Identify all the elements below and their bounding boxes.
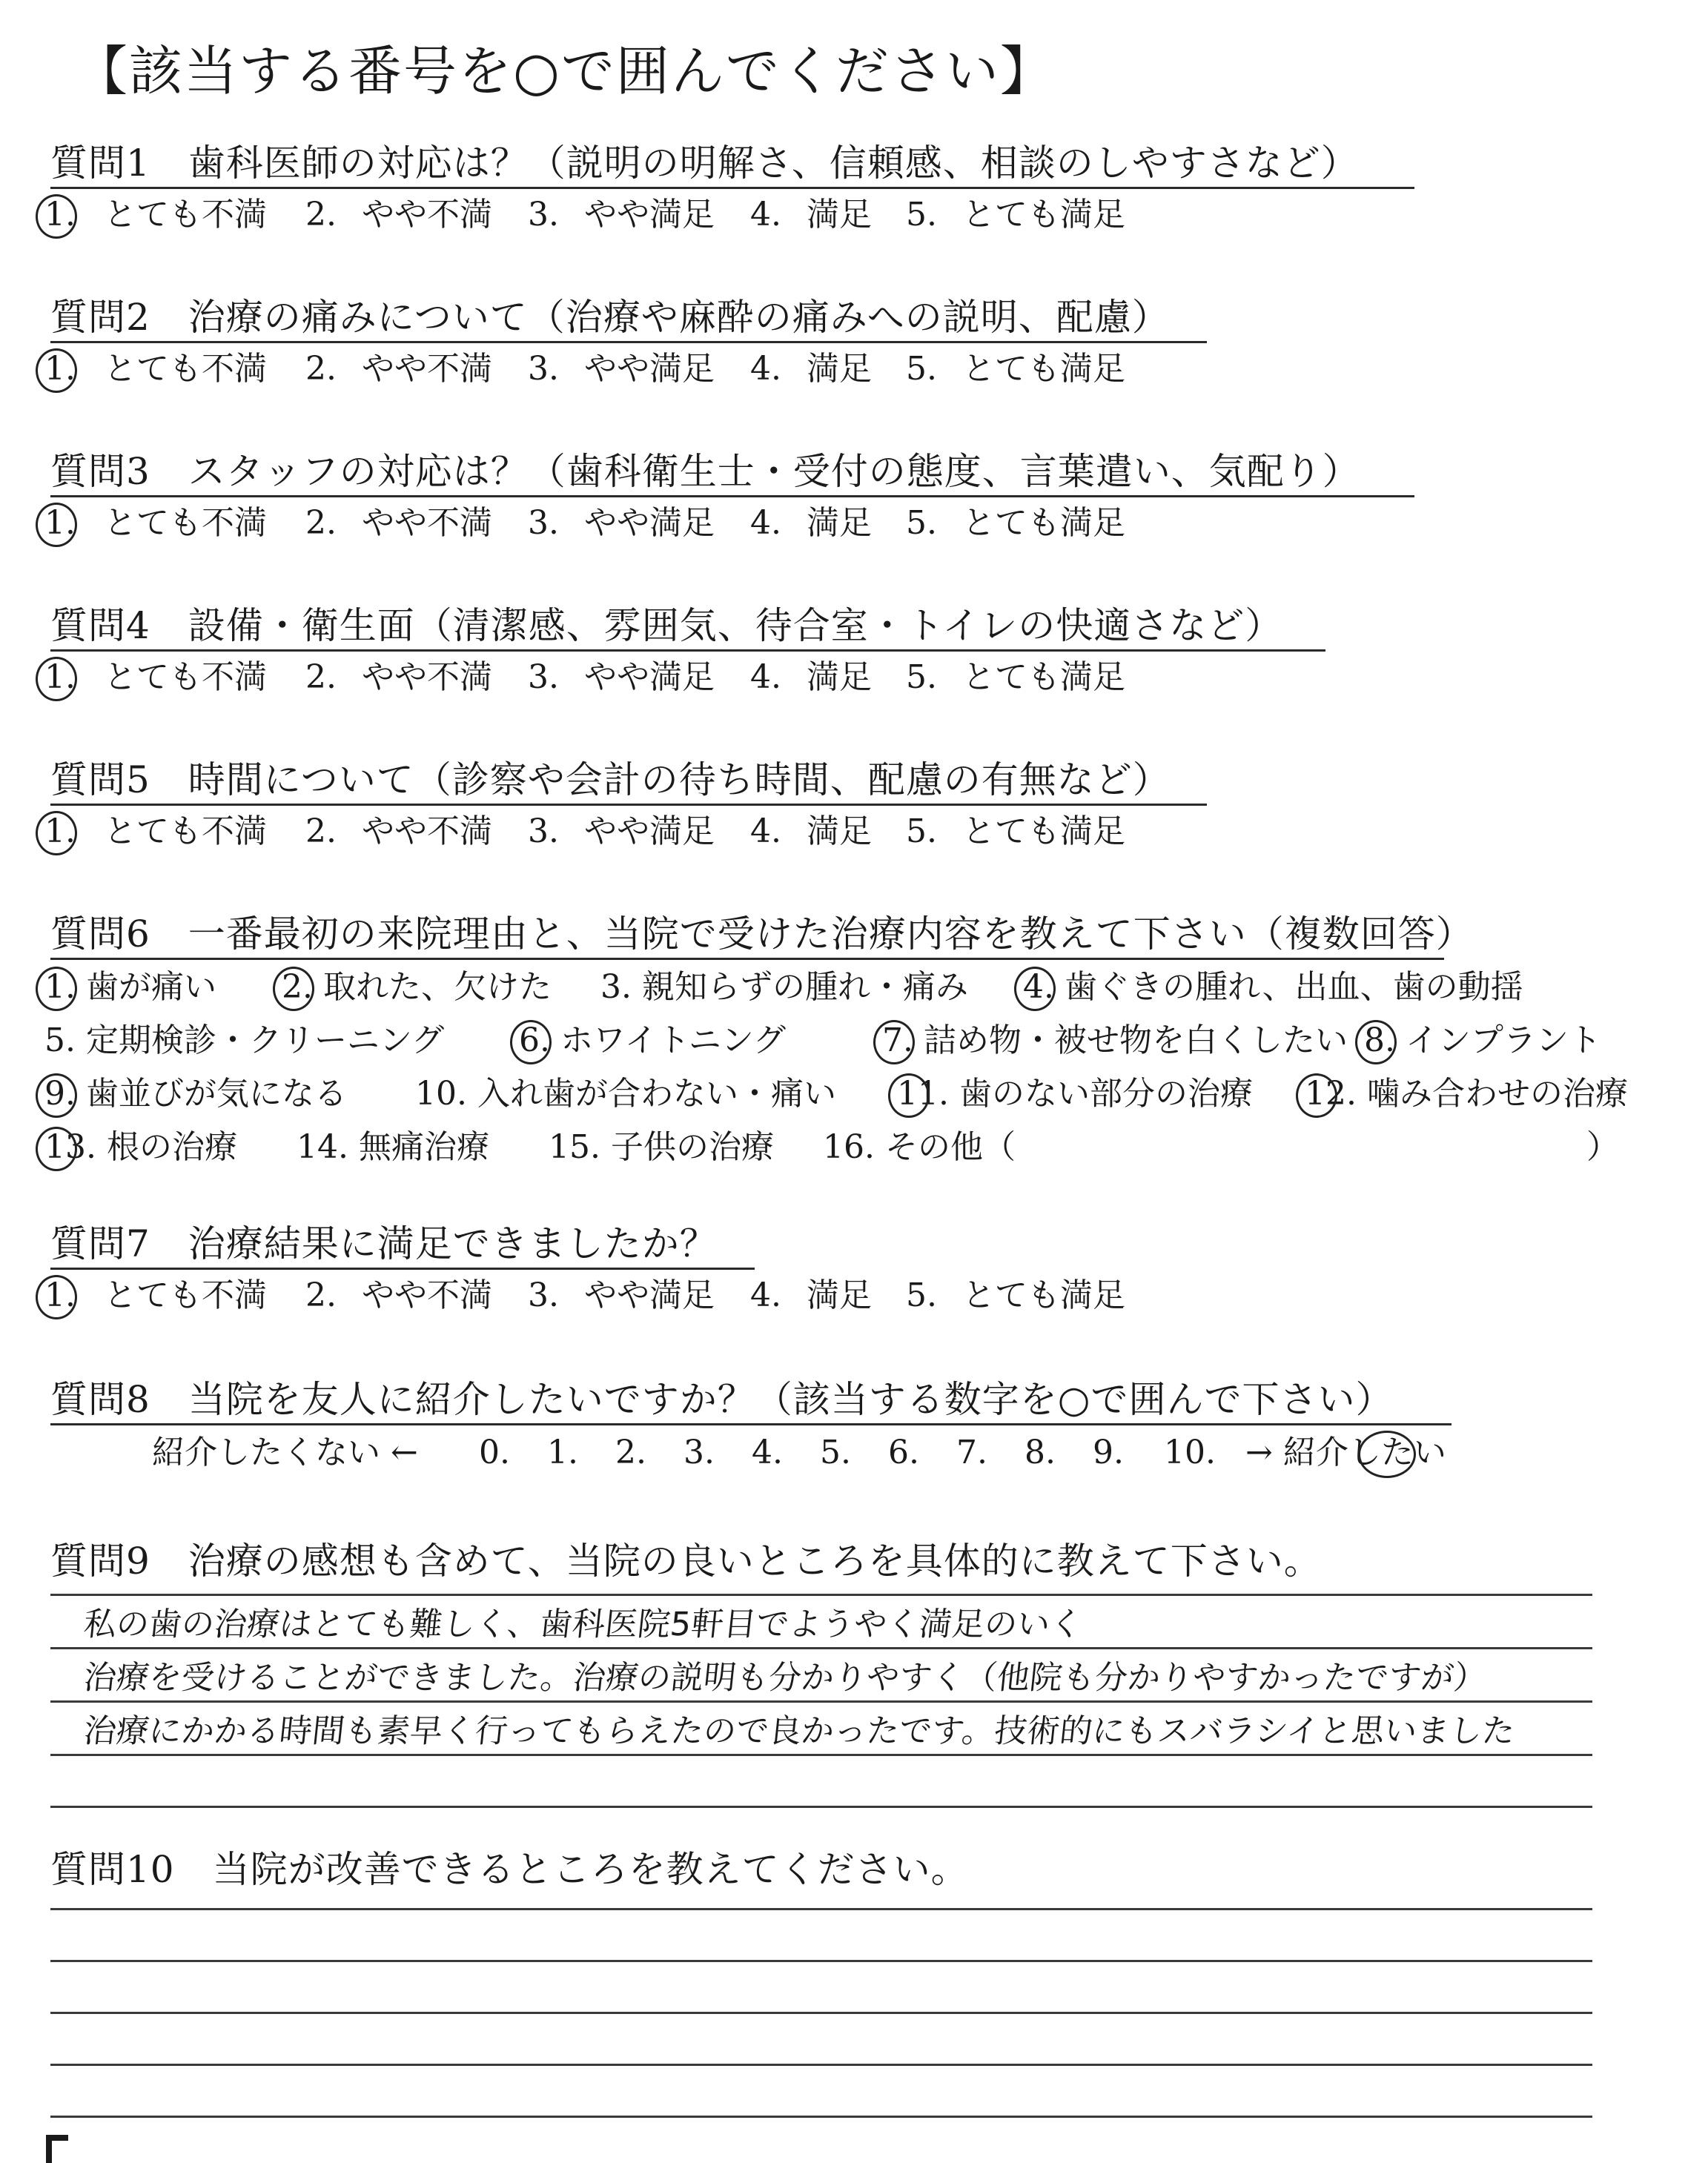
q1-option-5-label: とても満足 [962, 196, 1125, 233]
q1-option-2-label: やや不満 [362, 196, 492, 233]
q10-line-3[interactable] [50, 2012, 1592, 2014]
q8-scale-7[interactable]: 7. [956, 1434, 987, 1471]
q3-option-5-number[interactable]: 5. [906, 504, 937, 542]
q1-option-2-number[interactable]: 2. [305, 196, 337, 233]
q9-answer-line-2[interactable]: 治療を受けることができました。治療の説明も分かりやすく（他院も分かりやすかったですが） [82, 1659, 1489, 1697]
q8-left-label: 紹介したくない ← [152, 1434, 418, 1471]
page-header: 【該当する番号を○で囲んでください】 [74, 40, 1055, 102]
question-1-rule [50, 187, 1414, 189]
q8-scale-9[interactable]: 9. [1093, 1434, 1124, 1471]
q6-option-1[interactable]: 1. 歯が痛い [44, 967, 216, 1008]
q1-option-4-label: 満足 [807, 196, 872, 233]
question-5-options [0, 811, 1260, 855]
q6-option-13[interactable]: 13. 根の治療 [44, 1127, 237, 1168]
question-7-title: 質問7 治療結果に満足できましたか？ [50, 1222, 718, 1265]
q3-option-1-label: とても不満 [104, 504, 267, 542]
q6-row-1 [0, 967, 1631, 1011]
q1-option-4-number[interactable]: 4. [750, 196, 781, 233]
question-10-title: 質問10 当院が改善できるところを教えてください。 [50, 1848, 969, 1891]
q8-scale-5[interactable]: 5. [820, 1434, 851, 1471]
q3-option-4-label: 満足 [807, 504, 872, 542]
question-5-rule [50, 804, 1207, 806]
q3-option-2-label: やや不満 [362, 504, 492, 542]
q7-option-4-label: 満足 [807, 1276, 872, 1314]
q8-handdrawn-circle [1358, 1431, 1416, 1478]
q2-option-5-number[interactable]: 5. [906, 350, 937, 388]
q9-line-2 [50, 1647, 1592, 1649]
question-2-title: 質問2 治療の痛みについて（治療や麻酔の痛みへの説明、配慮） [50, 296, 1170, 339]
question-8-rule [50, 1423, 1452, 1425]
q1-option-5-number[interactable]: 5. [906, 196, 937, 233]
q1-option-3-number[interactable]: 3. [528, 196, 559, 233]
q1-option-1-number[interactable]: 1. [44, 194, 76, 236]
q6-row-3 [0, 1073, 1661, 1118]
q10-line-5[interactable] [50, 2116, 1592, 2118]
q6-option-2[interactable]: 2. 取れた、欠けた [282, 967, 552, 1008]
q2-option-3-number[interactable]: 3. [528, 350, 559, 388]
q7-option-2-number[interactable]: 2. [305, 1276, 337, 1314]
question-6-title: 質問6 一番最初の来院理由と、当院で受けた治療内容を教えて下さい（複数回答） [50, 912, 1474, 955]
q6-option-4[interactable]: 4. 歯ぐきの腫れ、出血、歯の動揺 [1023, 967, 1523, 1008]
q5-option-4-number[interactable]: 4. [750, 812, 781, 850]
q9-answer-line-3[interactable]: 治療にかかる時間も素早く行ってもらえたので良かったです。技術的にもスバラシイと思いました [82, 1712, 1517, 1750]
q2-option-1-number[interactable]: 1. [44, 348, 76, 390]
q2-option-2-label: やや不満 [362, 350, 492, 388]
q4-option-2-number[interactable]: 2. [305, 658, 337, 696]
q6-option-12[interactable]: 12. 噛み合わせの治療 [1305, 1073, 1628, 1115]
question-5-title: 質問5 時間について（診察や会計の待ち時間、配慮の有無など） [50, 758, 1171, 801]
q4-option-5-label: とても満足 [962, 658, 1125, 696]
q8-scale [0, 1432, 1557, 1477]
q9-line-3 [50, 1700, 1592, 1703]
q6-option-6[interactable]: 6. ホワイトニング [519, 1020, 786, 1061]
q8-scale-6[interactable]: 6. [888, 1434, 919, 1471]
q2-option-2-number[interactable]: 2. [305, 350, 337, 388]
q2-option-3-label: やや満足 [584, 350, 715, 388]
q4-option-1-label: とても不満 [104, 658, 267, 696]
q8-scale-3[interactable]: 3. [683, 1434, 715, 1471]
question-1-options [0, 194, 1260, 239]
q6-option-15[interactable]: 15. 子供の治療 [549, 1128, 774, 1166]
q7-option-3-number[interactable]: 3. [528, 1276, 559, 1314]
q5-option-3-number[interactable]: 3. [528, 812, 559, 850]
q1-option-3-label: やや満足 [584, 196, 715, 233]
question-3-title: 質問3 スタッフの対応は？（歯科衛生士・受付の態度、言葉遣い、気配り） [50, 450, 1360, 493]
q7-option-1-number[interactable]: 1. [44, 1275, 76, 1316]
q5-option-2-number[interactable]: 2. [305, 812, 337, 850]
q8-scale-4[interactable]: 4. [752, 1434, 783, 1471]
q8-right-label: → 紹介したい [1245, 1434, 1446, 1471]
q8-scale-10[interactable]: 10. [1164, 1434, 1216, 1471]
q4-option-4-label: 満足 [807, 658, 872, 696]
q7-option-3-label: やや満足 [584, 1276, 715, 1314]
q9-line-4 [50, 1754, 1592, 1756]
question-4-title: 質問4 設備・衛生面（清潔感、雰囲気、待合室・トイレの快適さなど） [50, 604, 1283, 647]
q7-option-5-label: とても満足 [962, 1276, 1125, 1314]
question-4-rule [50, 649, 1325, 652]
q3-option-3-label: やや満足 [584, 504, 715, 542]
q5-option-1-number[interactable]: 1. [44, 811, 76, 852]
q4-option-3-label: やや満足 [584, 658, 715, 696]
q8-scale-1[interactable]: 1. [547, 1434, 578, 1471]
q7-option-5-number[interactable]: 5. [906, 1276, 937, 1314]
question-3-options [0, 503, 1260, 547]
q3-option-5-label: とても満足 [962, 504, 1125, 542]
q5-option-4-label: 満足 [807, 812, 872, 850]
q9-line-1 [50, 1594, 1592, 1596]
q1-option-1-label: とても不満 [104, 196, 267, 233]
q7-option-2-label: やや不満 [362, 1276, 492, 1314]
q10-line-2[interactable] [50, 1960, 1592, 1962]
q7-option-1-label: とても不満 [104, 1276, 267, 1314]
q6-option-9[interactable]: 9. 歯並びが気になる [44, 1073, 347, 1115]
q4-option-5-number[interactable]: 5. [906, 658, 937, 696]
q5-option-1-label: とても不満 [104, 812, 267, 850]
q7-option-4-number[interactable]: 4. [750, 1276, 781, 1314]
q2-option-4-label: 満足 [807, 350, 872, 388]
question-2-rule [50, 341, 1207, 343]
q3-option-2-number[interactable]: 2. [305, 504, 337, 542]
q4-option-1-number[interactable]: 1. [44, 657, 76, 698]
q3-option-3-number[interactable]: 3. [528, 504, 559, 542]
q2-option-5-label: とても満足 [962, 350, 1125, 388]
question-8-title: 質問8 当院を友人に紹介したいですか？（該当する数字を○で囲んで下さい） [50, 1378, 1394, 1421]
question-6-rule [50, 958, 1444, 960]
q2-option-1-label: とても不満 [104, 350, 267, 388]
question-9-title: 質問9 治療の感想も含めて、当院の良いところを具体的に教えて下さい。 [50, 1540, 1322, 1583]
q6-option-16[interactable]: 16. その他（ [823, 1128, 1016, 1166]
q6-option-10[interactable]: 10. 入れ歯が合わない・痛い [415, 1075, 836, 1113]
question-3-rule [50, 495, 1414, 497]
corner-mark [46, 2135, 68, 2163]
q8-scale-0[interactable]: 0. [479, 1434, 510, 1471]
q4-option-3-number[interactable]: 3. [528, 658, 559, 696]
question-7-rule [50, 1268, 755, 1270]
q6-row-4 [0, 1127, 1631, 1171]
q4-option-4-number[interactable]: 4. [750, 658, 781, 696]
q8-scale-8[interactable]: 8. [1025, 1434, 1056, 1471]
q5-option-5-number[interactable]: 5. [906, 812, 937, 850]
question-4-options [0, 657, 1260, 701]
q4-option-2-label: やや不満 [362, 658, 492, 696]
q3-option-1-number[interactable]: 1. [44, 503, 76, 544]
question-7-options [0, 1275, 1260, 1319]
q3-option-4-number[interactable]: 4. [750, 504, 781, 542]
question-1-title: 質問1 歯科医師の対応は？（説明の明解さ、信頼感、相談のしやすさなど） [50, 142, 1359, 185]
q6-option-14[interactable]: 14. 無痛治療 [297, 1128, 489, 1166]
q10-line-4[interactable] [50, 2064, 1592, 2066]
q6-option-7[interactable]: 7. 詰め物・被せ物を白くしたい [882, 1020, 1348, 1061]
q9-line-5 [50, 1806, 1592, 1808]
q6-option-3[interactable]: 3. 親知らずの腫れ・痛み [600, 968, 968, 1006]
q8-scale-2[interactable]: 2. [615, 1434, 646, 1471]
q6-option-5[interactable]: 5. 定期検診・クリーニング [44, 1021, 445, 1059]
q5-option-3-label: やや満足 [584, 812, 715, 850]
q6-option-11[interactable]: 11. 歯のない部分の治療 [897, 1073, 1253, 1115]
q5-option-5-label: とても満足 [962, 812, 1125, 850]
q6-row-2 [0, 1020, 1631, 1064]
q10-line-1[interactable] [50, 1908, 1592, 1910]
q6-option-8[interactable]: 8. インプラント [1364, 1020, 1601, 1061]
q5-option-2-label: やや不満 [362, 812, 492, 850]
q6-other-close-paren: ） [1586, 1128, 1619, 1166]
q2-option-4-number[interactable]: 4. [750, 350, 781, 388]
question-2-options [0, 348, 1260, 393]
q9-answer-line-1[interactable]: 私の歯の治療はとても難しく、歯科医院5軒目でようやく満足のいく [82, 1606, 1085, 1643]
